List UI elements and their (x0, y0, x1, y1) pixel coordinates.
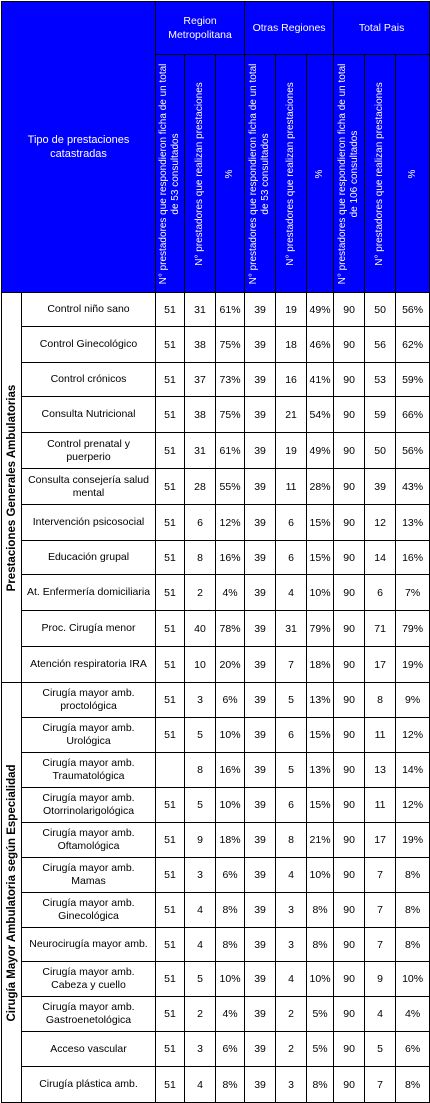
prestaciones-table (1, 1, 430, 1103)
table-cell: 8 (365, 683, 396, 718)
row-label: Cirugía mayor amb. Cabeza y cuello (22, 962, 156, 997)
subheader-rm-respondieron: N° prestadores que respondieron ficha de un total de 53 consultados (156, 55, 185, 293)
table-cell: 12 (365, 505, 396, 541)
table-cell: 8% (307, 928, 334, 962)
table-row (2, 469, 430, 505)
row-label: Cirugía mayor amb. Gastroenetológica (22, 997, 156, 1032)
table-cell: 19 (276, 293, 307, 327)
table-cell: 62% (396, 327, 430, 363)
table-cell: 39 (245, 363, 276, 397)
table-cell: 28% (307, 469, 334, 505)
table-cell: 51 (156, 293, 185, 327)
table-cell: 90 (334, 753, 365, 788)
table-cell: 90 (334, 718, 365, 753)
row-label: Cirugía mayor amb. Mamas (22, 858, 156, 893)
table-cell: 3 (276, 928, 307, 962)
table-cell: 19% (396, 647, 430, 683)
table-cell: 78% (216, 611, 245, 647)
table-cell: 8 (185, 753, 216, 788)
table-cell: 38 (185, 327, 216, 363)
table-cell: 90 (334, 928, 365, 962)
row-label: Cirugía mayor amb. Otorrinolarigológica (22, 788, 156, 823)
table-cell: 13% (396, 505, 430, 541)
row-label: Consulta consejería salud mental (22, 469, 156, 505)
table-row (2, 397, 430, 433)
table-cell: 73% (216, 363, 245, 397)
table-cell (156, 753, 185, 788)
table-cell: 8% (396, 858, 430, 893)
table-cell: 79% (396, 611, 430, 647)
table-row (2, 1067, 430, 1103)
table-cell: 39 (245, 788, 276, 823)
table-cell: 19 (276, 433, 307, 469)
table-cell: 2 (185, 997, 216, 1032)
table-cell: 51 (156, 893, 185, 928)
table-cell: 59 (365, 397, 396, 433)
table-cell: 6 (276, 541, 307, 575)
table-cell: 51 (156, 683, 185, 718)
table-row (2, 1032, 430, 1067)
table-cell: 38 (185, 397, 216, 433)
row-label: Neurocirugía mayor amb. (22, 928, 156, 962)
table-cell: 11 (365, 788, 396, 823)
table-cell: 51 (156, 327, 185, 363)
table-cell: 8% (216, 1067, 245, 1103)
table-cell: 6 (276, 718, 307, 753)
table-cell: 4 (276, 962, 307, 997)
table-body (2, 293, 430, 1103)
table-cell: 51 (156, 363, 185, 397)
table-cell: 39 (245, 505, 276, 541)
table-cell: 7 (365, 858, 396, 893)
table-cell: 90 (334, 893, 365, 928)
table-cell: 11 (276, 469, 307, 505)
table-cell: 12% (216, 505, 245, 541)
table-row (2, 541, 430, 575)
table-row (2, 858, 430, 893)
table-cell: 75% (216, 327, 245, 363)
subheader-rm-realizan: N° prestadores que realizan prestaciones (185, 55, 216, 293)
table-cell: 90 (334, 823, 365, 858)
section-label-0: Prestaciones Generales Ambulatorias (2, 293, 22, 683)
row-label: Cirugía mayor amb. proctológica (22, 683, 156, 718)
table-cell: 39 (245, 753, 276, 788)
row-label: Control niño sano (22, 293, 156, 327)
table-cell: 39 (365, 469, 396, 505)
table-cell: 90 (334, 505, 365, 541)
table-cell: 6% (216, 1032, 245, 1067)
table-cell: 3 (185, 683, 216, 718)
subheader-tp-pct: % (396, 55, 430, 293)
table-cell: 51 (156, 997, 185, 1032)
table-cell: 39 (245, 611, 276, 647)
table-cell: 75% (216, 397, 245, 433)
group-header-total: Total Pais (334, 2, 430, 55)
table-cell: 17 (365, 823, 396, 858)
table-cell: 39 (245, 647, 276, 683)
table-cell: 90 (334, 1032, 365, 1067)
table-cell: 7 (365, 1067, 396, 1103)
table-cell: 39 (245, 718, 276, 753)
table-cell: 43% (396, 469, 430, 505)
table-row (2, 928, 430, 962)
table-cell: 56 (365, 327, 396, 363)
table-cell: 90 (334, 541, 365, 575)
table-cell: 13% (307, 753, 334, 788)
table-cell: 10% (307, 575, 334, 611)
table-cell: 49% (307, 293, 334, 327)
table-cell: 90 (334, 469, 365, 505)
subheader-tp-realizan: N° prestadores que realizan prestaciones (365, 55, 396, 293)
table-cell: 3 (276, 893, 307, 928)
table-cell: 37 (185, 363, 216, 397)
table-cell: 39 (245, 997, 276, 1032)
row-label: Control prenatal y puerperio (22, 433, 156, 469)
subheader-or-realizan: N° prestadores que realizan prestaciones (276, 55, 307, 293)
table-cell: 39 (245, 469, 276, 505)
table-cell: 28 (185, 469, 216, 505)
group-header-otras: Otras Regiones (245, 2, 334, 55)
table-cell: 49% (307, 433, 334, 469)
table-cell: 66% (396, 397, 430, 433)
row-label: Acceso vascular (22, 1032, 156, 1067)
table-cell: 39 (245, 1067, 276, 1103)
table-cell: 90 (334, 397, 365, 433)
table-cell: 50 (365, 433, 396, 469)
table-cell: 39 (245, 541, 276, 575)
table-cell: 5 (276, 683, 307, 718)
table-cell: 3 (185, 858, 216, 893)
table-cell: 6 (365, 575, 396, 611)
table-cell: 8% (396, 928, 430, 962)
table-cell: 9% (396, 683, 430, 718)
table-cell: 90 (334, 788, 365, 823)
table-row (2, 893, 430, 928)
table-cell: 5 (185, 788, 216, 823)
table-cell: 4 (276, 575, 307, 611)
table-cell: 8% (307, 1067, 334, 1103)
table-row (2, 823, 430, 858)
tipo-header: Tipo de prestaciones catastradas (2, 2, 156, 293)
table-cell: 18% (216, 823, 245, 858)
table-cell: 12% (396, 788, 430, 823)
table-cell: 8% (216, 893, 245, 928)
table-cell: 31 (185, 293, 216, 327)
table-cell: 39 (245, 683, 276, 718)
table-cell: 90 (334, 363, 365, 397)
table-cell: 51 (156, 611, 185, 647)
table-cell: 51 (156, 1067, 185, 1103)
table-cell: 90 (334, 1067, 365, 1103)
subheader-tp-respondieron: N° prestadores que respondieron ficha de un total de 106 consultados (334, 55, 365, 293)
table-cell: 11 (365, 718, 396, 753)
table-cell: 40 (185, 611, 216, 647)
table-cell: 6% (216, 858, 245, 893)
table-cell: 41% (307, 363, 334, 397)
table-cell: 7% (396, 575, 430, 611)
table-cell: 4 (365, 997, 396, 1032)
row-label: Control crónicos (22, 363, 156, 397)
table-cell: 9 (365, 962, 396, 997)
group-header-rm: Region Metropolitana (156, 2, 245, 55)
table-cell: 51 (156, 575, 185, 611)
table-cell: 90 (334, 611, 365, 647)
table-cell: 3 (276, 1067, 307, 1103)
table-row (2, 433, 430, 469)
table-cell: 31 (276, 611, 307, 647)
table-cell: 51 (156, 397, 185, 433)
table-cell: 2 (276, 997, 307, 1032)
table-cell: 55% (216, 469, 245, 505)
table-cell: 15% (307, 788, 334, 823)
table-cell: 8% (396, 1067, 430, 1103)
table-cell: 4 (185, 928, 216, 962)
table-cell: 16% (396, 541, 430, 575)
table-cell: 39 (245, 575, 276, 611)
table-cell: 15% (307, 505, 334, 541)
table-cell: 16% (216, 541, 245, 575)
subheader-or-pct: % (307, 55, 334, 293)
table-cell: 31 (185, 433, 216, 469)
table-cell: 46% (307, 327, 334, 363)
table-cell: 61% (216, 433, 245, 469)
table-cell: 51 (156, 858, 185, 893)
table-cell: 39 (245, 327, 276, 363)
table-cell: 90 (334, 647, 365, 683)
table-cell: 90 (334, 962, 365, 997)
table-row (2, 575, 430, 611)
table-cell: 79% (307, 611, 334, 647)
row-label: Proc. Cirugía menor (22, 611, 156, 647)
table-cell: 3 (185, 1032, 216, 1067)
table-cell: 51 (156, 433, 185, 469)
table-cell: 90 (334, 575, 365, 611)
table-cell: 51 (156, 928, 185, 962)
table-cell: 90 (334, 997, 365, 1032)
table-cell: 5% (307, 1032, 334, 1067)
table-cell: 4% (396, 997, 430, 1032)
table-cell: 5 (276, 753, 307, 788)
table-cell: 4 (276, 858, 307, 893)
section-label-1: Cirugía Mayor Ambulatoria según Especialidad (2, 683, 22, 1103)
table-row (2, 962, 430, 997)
table-cell: 6 (276, 505, 307, 541)
table-cell: 56% (396, 433, 430, 469)
table-cell: 10% (216, 718, 245, 753)
table-row (2, 363, 430, 397)
table-cell: 51 (156, 788, 185, 823)
row-label: Cirugía plástica amb. (22, 1067, 156, 1103)
table-cell: 59% (396, 363, 430, 397)
table-cell: 50 (365, 293, 396, 327)
table-row (2, 683, 430, 718)
table-cell: 13 (365, 753, 396, 788)
table-row (2, 293, 430, 327)
table-cell: 51 (156, 823, 185, 858)
table-cell: 14% (396, 753, 430, 788)
table-cell: 90 (334, 293, 365, 327)
table-cell: 6 (276, 788, 307, 823)
table-cell: 5 (365, 1032, 396, 1067)
table-cell: 51 (156, 718, 185, 753)
table-cell: 39 (245, 893, 276, 928)
row-label: Intervención psicosocial (22, 505, 156, 541)
table-cell: 8% (307, 893, 334, 928)
table-cell: 39 (245, 433, 276, 469)
table-cell: 90 (334, 683, 365, 718)
row-label: Cirugía mayor amb. Ginecológica (22, 893, 156, 928)
table-cell: 4% (216, 997, 245, 1032)
table-cell: 4% (216, 575, 245, 611)
table-row (2, 327, 430, 363)
table-cell: 19% (396, 823, 430, 858)
table-cell: 5 (185, 718, 216, 753)
table-cell: 54% (307, 397, 334, 433)
table-cell: 39 (245, 397, 276, 433)
table-cell: 4 (185, 1067, 216, 1103)
table-cell: 56% (396, 293, 430, 327)
table-cell: 2 (276, 1032, 307, 1067)
table-cell: 53 (365, 363, 396, 397)
table-cell: 10 (185, 647, 216, 683)
row-label: At. Enfermería domiciliaria (22, 575, 156, 611)
table-cell: 39 (245, 858, 276, 893)
table-cell: 7 (276, 647, 307, 683)
row-label: Educación grupal (22, 541, 156, 575)
table-cell: 90 (334, 327, 365, 363)
table-cell: 15% (307, 541, 334, 575)
table-cell: 51 (156, 647, 185, 683)
table-cell: 17 (365, 647, 396, 683)
table-cell: 10% (307, 858, 334, 893)
table-cell: 10% (216, 788, 245, 823)
table-cell: 8 (276, 823, 307, 858)
row-label: Cirugía mayor amb. Urológica (22, 718, 156, 753)
table-cell: 10% (216, 962, 245, 997)
table-row (2, 997, 430, 1032)
table-cell: 51 (156, 469, 185, 505)
table-cell: 71 (365, 611, 396, 647)
table-cell: 7 (365, 928, 396, 962)
table-cell: 10% (307, 962, 334, 997)
table-cell: 18 (276, 327, 307, 363)
table-cell: 39 (245, 962, 276, 997)
table-cell: 51 (156, 962, 185, 997)
table-cell: 16 (276, 363, 307, 397)
table-cell: 61% (216, 293, 245, 327)
table-cell: 90 (334, 433, 365, 469)
row-label: Cirugía mayor amb. Traumatológica (22, 753, 156, 788)
table-cell: 9 (185, 823, 216, 858)
table-cell: 20% (216, 647, 245, 683)
table-cell: 13% (307, 683, 334, 718)
table-cell: 2 (185, 575, 216, 611)
table-row (2, 647, 430, 683)
table-cell: 5% (307, 997, 334, 1032)
table-row (2, 718, 430, 753)
table-row (2, 788, 430, 823)
row-label: Atención respiratoria IRA (22, 647, 156, 683)
row-label: Control Ginecológico (22, 327, 156, 363)
table-cell: 18% (307, 647, 334, 683)
table-cell: 8 (185, 541, 216, 575)
table-cell: 6% (396, 1032, 430, 1067)
table-cell: 15% (307, 718, 334, 753)
table-cell: 39 (245, 928, 276, 962)
table-row (2, 753, 430, 788)
table-cell: 6% (216, 683, 245, 718)
table-cell: 5 (185, 962, 216, 997)
table-cell: 7 (365, 893, 396, 928)
table-cell: 39 (245, 823, 276, 858)
subheader-rm-pct: % (216, 55, 245, 293)
table-cell: 39 (245, 1032, 276, 1067)
table-cell: 16% (216, 753, 245, 788)
table-cell: 51 (156, 505, 185, 541)
table-row (2, 611, 430, 647)
table-cell: 39 (245, 293, 276, 327)
table-cell: 8% (216, 928, 245, 962)
row-label: Consulta Nutricional (22, 397, 156, 433)
row-label: Cirugía mayor amb. Oftamológica (22, 823, 156, 858)
table-cell: 6 (185, 505, 216, 541)
table-row (2, 505, 430, 541)
table-cell: 90 (334, 858, 365, 893)
table-cell: 4 (185, 893, 216, 928)
table-cell: 10% (396, 962, 430, 997)
table-cell: 21 (276, 397, 307, 433)
table-cell: 12% (396, 718, 430, 753)
table-cell: 21% (307, 823, 334, 858)
table-cell: 14 (365, 541, 396, 575)
table-cell: 8% (396, 893, 430, 928)
table-cell: 51 (156, 1032, 185, 1067)
subheader-or-respondieron: N° prestadores que respondieron ficha de un total de 53 consultados (245, 55, 276, 293)
table-cell: 51 (156, 541, 185, 575)
